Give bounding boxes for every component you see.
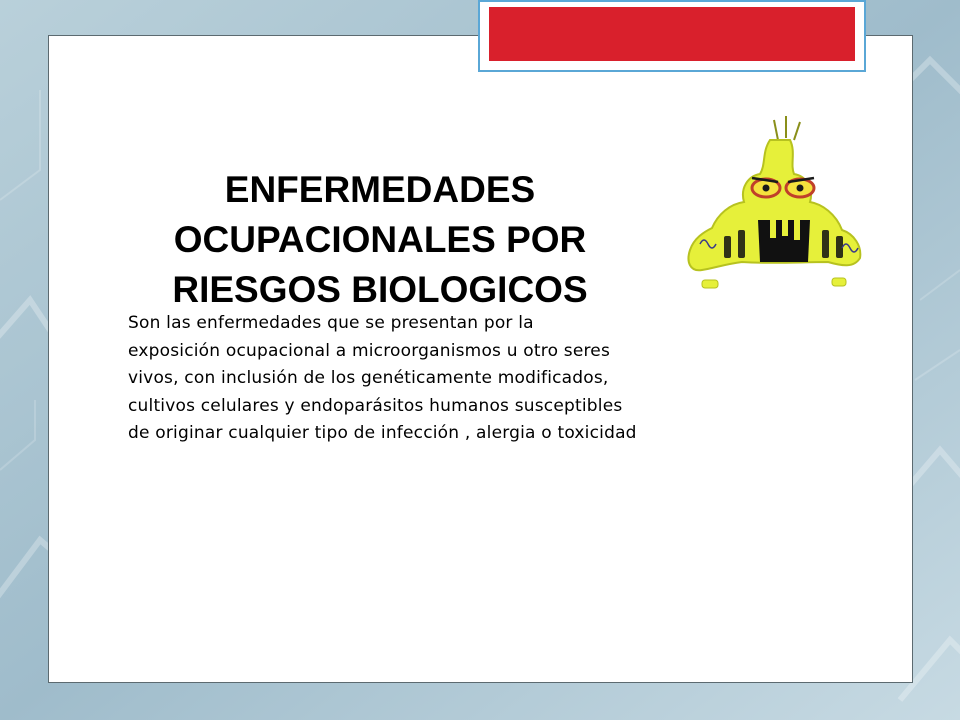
germ-monster-icon <box>682 112 867 297</box>
slide-title: ENFERMEDADES OCUPACIONALES POR RIESGOS BIOLOGICOS <box>172 169 588 310</box>
red-accent-fill <box>489 7 855 61</box>
slide-body-text: Son las enfermedades que se presentan por la exposición ocupacional a microorganismos u otro seres vivos, con inclusión de los genéticamente modificados, cultivos celulares y endoparásitos humanos susceptibles de originar cualquier tipo de infección , alergia o toxicidad <box>128 313 637 443</box>
red-accent-banner <box>478 0 866 72</box>
